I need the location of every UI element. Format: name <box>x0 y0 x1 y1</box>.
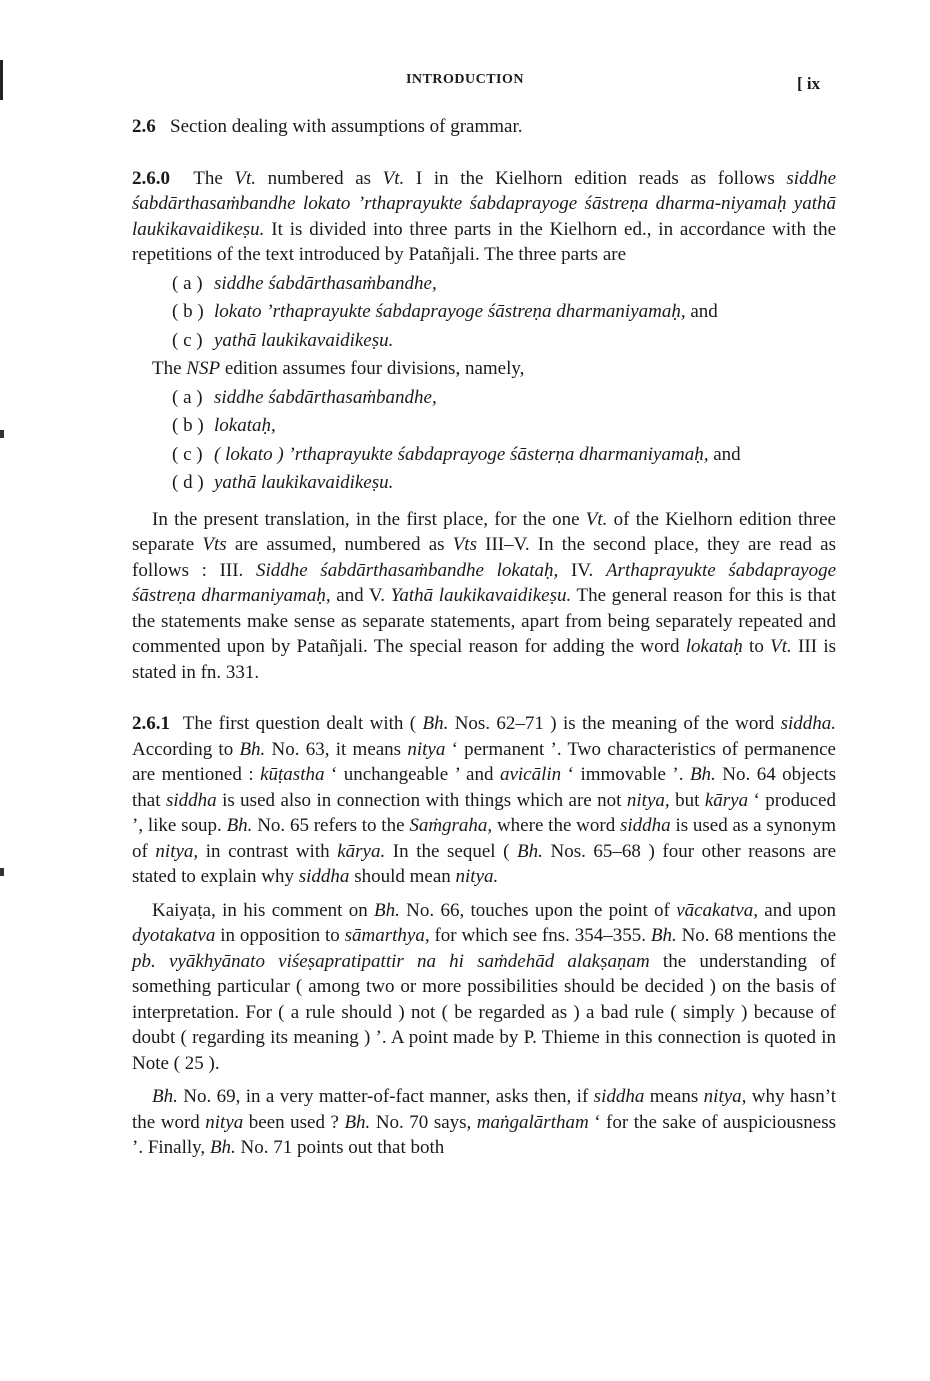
sanskrit-word: nitya. <box>455 866 499 887</box>
text: why hasn’t the word <box>132 1086 837 1133</box>
sanskrit-word: siddha. <box>780 713 837 734</box>
section-title: Section dealing with assumptions of grammar. <box>170 116 523 137</box>
text: should mean <box>349 866 456 887</box>
text: is used as a synonym of <box>132 815 836 862</box>
item-label: ( d ) <box>172 472 204 493</box>
item-text: yathā laukikavaidikeṣu. <box>214 472 394 493</box>
sanskrit-word: kārya <box>704 789 749 811</box>
abbr: Bh. <box>226 815 253 836</box>
abbr: NSP <box>186 358 221 379</box>
list-item <box>172 413 836 439</box>
scan-edge-dot <box>0 430 4 438</box>
text: It is divided into three parts in the Kielhorn ed., in accordance with the repetitions of the text introduced by Patañjali. The three parts are <box>132 218 836 265</box>
sanskrit-word: nitya, <box>626 789 670 811</box>
sanskrit-quote: Arthaprayukte śabdaprayoge śāstreṇa dharmaniyamaḥ, <box>132 559 837 606</box>
text: and upon <box>757 899 836 921</box>
text: of the Kielhorn edition three separate <box>132 508 836 555</box>
sanskrit-quote: pb. vyākhyānato viśeṣapratipattir na hi saṁdehād alakṣaṇam <box>132 950 650 972</box>
list-item <box>172 442 836 468</box>
text: ‘ immovable ’. <box>561 764 690 785</box>
sanskrit-word: siddha <box>298 866 350 887</box>
sanskrit-word: nitya, <box>703 1086 747 1107</box>
paragraph-nsp <box>132 356 836 382</box>
sanskrit-word: siddha <box>593 1086 645 1107</box>
text: III is stated in fn. 331. <box>132 636 837 683</box>
list-item <box>172 271 836 297</box>
text: for which see fns. 354–355. <box>429 925 651 946</box>
abbr: Bh. <box>374 899 400 921</box>
page-body <box>132 114 836 1161</box>
item-text: lokataḥ, <box>214 415 276 436</box>
sanskrit-word: avicālin <box>499 764 562 785</box>
item-text: siddhe śabdārthasaṁbandhe, <box>214 386 437 408</box>
item-label: ( c ) <box>172 329 203 351</box>
text: are assumed, numbered as <box>226 534 453 555</box>
item-label: ( b ) <box>172 415 204 436</box>
text: in contrast with <box>198 840 338 862</box>
sanskrit-word: dyotakatva <box>132 925 216 946</box>
paragraph-present-translation <box>132 507 836 686</box>
text: No. 63, it means <box>265 738 408 760</box>
text: The first question dealt with ( <box>182 713 423 734</box>
abbr: Bh. <box>209 1137 236 1158</box>
abbr: Vt. <box>770 636 792 657</box>
text: The <box>152 358 187 379</box>
sanskrit-word: nitya <box>205 1111 244 1133</box>
sanskrit-word: lokataḥ <box>685 636 743 657</box>
text: No. 64 objects that <box>132 764 836 811</box>
sanskrit-word: vācakatva, <box>676 899 758 921</box>
text: In the present translation, in the first place, for the one <box>152 508 586 530</box>
abbr: Bh. <box>239 738 266 760</box>
text: The general reason for this is that the statements make sense as separate statements, apart from being separately repeated and commented upon by Patañjali. The special reason for adding the word <box>132 585 836 657</box>
text: ‘ unchangeable ’ and <box>324 764 500 785</box>
abbr: Bh. <box>152 1086 178 1107</box>
item-label: ( b ) <box>172 301 204 322</box>
sanskrit-word: siddha <box>619 815 671 836</box>
sanskrit-quote: Siddhe śabdārthasaṁbandhe lokataḥ, <box>255 559 559 581</box>
text: and V. <box>330 585 391 606</box>
parts-list <box>172 271 836 354</box>
abbr: Vts <box>452 534 477 555</box>
text: in opposition to <box>215 925 345 946</box>
abbr: Bh. <box>344 1111 371 1133</box>
sanskrit-word: maṅgalārtham <box>476 1111 589 1133</box>
sanskrit-word: sāmarthya, <box>344 925 430 946</box>
scan-edge-dot <box>0 868 4 876</box>
text: IV. <box>558 559 606 581</box>
abbr: Vt. <box>234 167 257 189</box>
abbr: Vt. <box>382 167 405 189</box>
item-text: yathā laukikavaidikeṣu. <box>214 329 394 351</box>
section-heading-2-6 <box>132 114 836 140</box>
sanskrit-word: kārya. <box>337 840 386 862</box>
section-number: 2.6.0 <box>132 167 170 189</box>
sanskrit-word: nitya <box>407 738 446 760</box>
text: been used ? <box>243 1111 345 1133</box>
list-item <box>172 385 836 411</box>
text: No. 68 mentions the <box>676 925 836 946</box>
text: According to <box>132 738 240 760</box>
paragraph-2-6-1 <box>132 711 836 890</box>
item-trail: and <box>685 301 718 322</box>
abbr: Bh. <box>650 925 677 946</box>
text: In the sequel ( <box>385 840 518 862</box>
text: Kaiyaṭa, in his comment on <box>152 899 375 921</box>
list-item <box>172 299 836 325</box>
abbr: Bh. <box>422 713 449 734</box>
running-title: INTRODUCTION <box>405 72 524 87</box>
paragraph-2-6-0 <box>132 166 836 268</box>
text: edition assumes four divisions, namely, <box>220 358 525 379</box>
text: means <box>644 1086 704 1107</box>
paragraph-kaiyata <box>132 898 836 1077</box>
sanskrit-quote: Yathā laukikavaidikeṣu. <box>390 585 572 606</box>
sanskrit-word: Saṁgraha, <box>409 815 493 836</box>
text: is used also in connection with things which are not <box>216 789 627 811</box>
list-item <box>172 470 836 496</box>
text: ‘ permanent ’. Two characteristics of permanence are mentioned : <box>132 738 836 785</box>
item-text: ( lokato ) ’rthaprayukte śabdaprayoge śāsterṇa dharmaniyamaḥ, <box>214 443 709 465</box>
item-label: ( c ) <box>172 443 203 465</box>
text: Nos. 65–68 ) four other reasons are stated to explain why <box>132 840 837 887</box>
text: No. 70 says, <box>370 1111 477 1133</box>
sanskrit-word: siddha <box>165 789 217 811</box>
text: No. 71 points out that both <box>235 1137 445 1158</box>
sanskrit-word: nitya, <box>155 840 199 862</box>
section-number: 2.6 <box>132 116 156 137</box>
text: Nos. 62–71 ) is the meaning of the word <box>448 713 781 734</box>
abbr: Vt. <box>585 508 608 530</box>
nsp-parts-list <box>172 385 836 496</box>
text: to <box>742 636 771 657</box>
text: No. 65 refers to the <box>252 815 410 836</box>
page-number: [ ix <box>797 74 821 93</box>
text: III–V. In the second place, they are read as follows : III. <box>132 534 836 581</box>
section-number: 2.6.1 <box>132 713 170 734</box>
item-text: lokato ’rthaprayukte śabdaprayoge śāstreṇa dharmaniyamaḥ, <box>214 301 686 322</box>
abbr: Bh. <box>689 764 716 785</box>
text: where the word <box>492 815 620 836</box>
text: numbered as <box>256 167 383 189</box>
paragraph-bh-69 <box>132 1084 836 1161</box>
text: No. 69, in a very matter-of-fact manner, asks then, if <box>177 1086 594 1107</box>
text: I in the Kielhorn edition reads as follows <box>404 167 787 189</box>
abbr: Bh. <box>517 840 543 862</box>
sanskrit-quote: siddhe śabdārthasaṁbandhe lokato ’rthaprayukte śabdaprayoge śāstreṇa dharma-niyamaḥ yathā laukikavaidikeṣu. <box>132 167 836 240</box>
item-text: siddhe śabdārthasaṁbandhe, <box>214 272 437 294</box>
text: The <box>193 167 235 189</box>
item-label: ( a ) <box>172 386 203 408</box>
list-item <box>172 328 836 354</box>
sanskrit-word: kūṭastha <box>260 764 325 785</box>
text: but <box>669 789 705 811</box>
text: No. 66, touches upon the point of <box>399 899 677 921</box>
item-label: ( a ) <box>172 272 203 294</box>
item-trail: and <box>708 443 741 465</box>
text: the understanding of something particular ( among two or more possibilities should be decided ) on the basis of interpretation. For ( a rule should ) not ( be regarded as ) a bad rule ( simply ) because of doubt ( regarding its meaning ) ’. A point made by P. Thieme in this connection is quoted in Note ( 25 ). <box>132 950 836 1074</box>
abbr: Vts <box>202 534 227 555</box>
text: ‘ for the sake of auspiciousness ’. Finally, <box>132 1111 836 1158</box>
text: ‘ produced ’, like soup. <box>132 789 836 836</box>
